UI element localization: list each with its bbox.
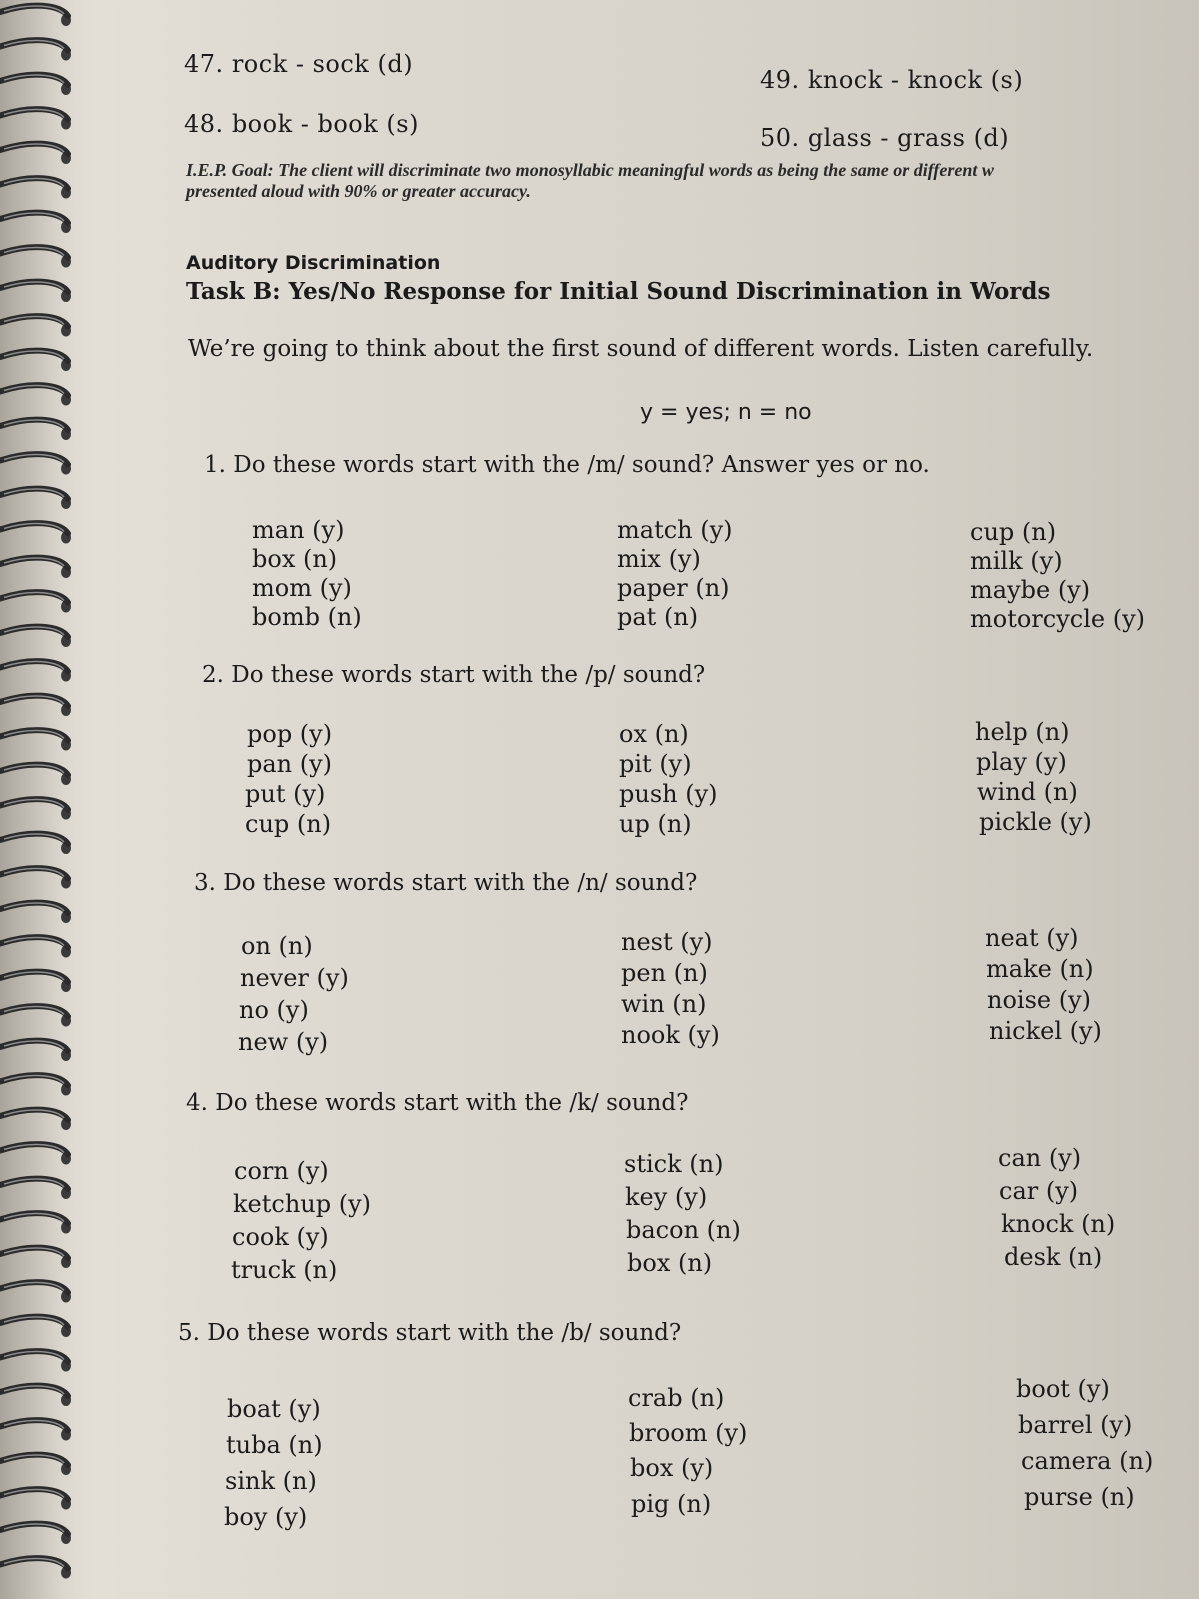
question-text: Do these words start with the /b/ sound? xyxy=(207,1320,682,1346)
word-item: boot (y) xyxy=(1016,1375,1110,1403)
word-item: nickel (y) xyxy=(989,1017,1102,1045)
word-item: boat (y) xyxy=(227,1395,321,1423)
word-item: pat (n) xyxy=(617,603,699,631)
pair-50 xyxy=(760,124,1009,152)
word-item: mix (y) xyxy=(617,545,701,573)
word-item: cook (y) xyxy=(232,1223,329,1251)
word-item: push (y) xyxy=(619,780,718,808)
word-item: pen (n) xyxy=(621,959,708,987)
word-item: make (n) xyxy=(986,955,1094,983)
word-item: on (n) xyxy=(241,932,313,960)
word-item: boy (y) xyxy=(224,1503,308,1531)
word-item: play (y) xyxy=(976,748,1067,776)
pair-number: 47. xyxy=(184,50,224,78)
word-item: maybe (y) xyxy=(970,576,1091,604)
word-item: wind (n) xyxy=(977,778,1078,806)
word-item: pan (y) xyxy=(247,750,333,778)
question-number: 3. xyxy=(194,870,216,896)
word-item: man (y) xyxy=(252,516,345,544)
word-item: ketchup (y) xyxy=(233,1190,372,1218)
word-item: barrel (y) xyxy=(1018,1411,1133,1439)
pair-47 xyxy=(184,50,413,78)
question-text: Do these words start with the /p/ sound? xyxy=(231,662,706,688)
pair-number: 50. xyxy=(760,124,800,152)
iep-goal-line-1: I.E.P. Goal: The client will discriminate two monosyllabic meaningful words as being the same or different w xyxy=(186,160,994,180)
word-item: knock (n) xyxy=(1001,1210,1116,1238)
question-3 xyxy=(194,870,697,896)
question-text: Do these words start with the /k/ sound? xyxy=(215,1090,689,1116)
answer-key: y = yes; n = no xyxy=(640,400,812,425)
word-item: bacon (n) xyxy=(626,1216,741,1244)
word-item: pop (y) xyxy=(247,720,333,748)
word-item: cup (n) xyxy=(970,518,1057,546)
question-text: Do these words start with the /m/ sound? Answer yes or no. xyxy=(233,452,930,478)
task-title: Task B: Yes/No Response for Initial Sound Discrimination in Words xyxy=(186,278,1051,305)
word-item: up (n) xyxy=(619,810,692,838)
word-item: noise (y) xyxy=(987,986,1092,1014)
word-item: pig (n) xyxy=(631,1490,712,1518)
word-item: tuba (n) xyxy=(226,1431,323,1459)
word-item: truck (n) xyxy=(231,1256,338,1284)
word-item: corn (y) xyxy=(234,1157,329,1185)
word-item: stick (n) xyxy=(624,1150,724,1178)
question-number: 1. xyxy=(204,452,226,478)
word-item: ox (n) xyxy=(619,720,689,748)
word-item: broom (y) xyxy=(629,1419,748,1447)
word-item: bomb (n) xyxy=(252,603,362,631)
question-1 xyxy=(204,452,930,478)
question-4 xyxy=(186,1090,688,1116)
word-item: match (y) xyxy=(617,516,733,544)
pair-number: 49. xyxy=(760,66,800,94)
word-item: motorcycle (y) xyxy=(970,605,1146,633)
pair-text: rock - sock (d) xyxy=(231,50,414,78)
word-item: sink (n) xyxy=(225,1467,317,1495)
word-item: win (n) xyxy=(621,990,707,1018)
word-item: put (y) xyxy=(245,780,326,808)
word-item: camera (n) xyxy=(1021,1447,1154,1475)
word-item: crab (n) xyxy=(628,1384,725,1412)
word-item: desk (n) xyxy=(1004,1243,1103,1271)
word-item: car (y) xyxy=(999,1177,1079,1205)
iep-goal xyxy=(186,160,1199,202)
word-item: neat (y) xyxy=(985,924,1079,952)
spiral-binding xyxy=(0,0,95,1599)
iep-goal-line-2: presented aloud with 90% or greater accuracy. xyxy=(186,181,531,201)
question-2 xyxy=(202,662,705,688)
word-item: can (y) xyxy=(998,1144,1082,1172)
word-item: new (y) xyxy=(238,1028,329,1056)
word-item: nook (y) xyxy=(621,1021,720,1049)
word-item: mom (y) xyxy=(252,574,352,602)
question-number: 2. xyxy=(202,662,224,688)
intro-text: We’re going to think about the first sound of different words. Listen carefully. xyxy=(188,336,1094,362)
word-item: never (y) xyxy=(240,964,349,992)
word-item: box (y) xyxy=(630,1454,714,1482)
pair-48 xyxy=(184,110,419,138)
pair-number: 48. xyxy=(184,110,224,138)
section-label: Auditory Discrimination xyxy=(186,252,441,274)
word-item: key (y) xyxy=(625,1183,708,1211)
word-item: box (n) xyxy=(627,1249,713,1277)
word-item: pickle (y) xyxy=(979,808,1092,836)
question-number: 5. xyxy=(178,1320,200,1346)
word-item: milk (y) xyxy=(970,547,1063,575)
word-item: purse (n) xyxy=(1024,1483,1135,1511)
word-item: cup (n) xyxy=(245,810,332,838)
word-item: paper (n) xyxy=(617,574,730,602)
question-text: Do these words start with the /n/ sound? xyxy=(223,870,698,896)
pair-text: glass - grass (d) xyxy=(807,124,1010,152)
pair-text: book - book (s) xyxy=(231,110,419,138)
pair-text: knock - knock (s) xyxy=(807,66,1024,94)
pair-49 xyxy=(760,66,1023,94)
question-number: 4. xyxy=(186,1090,208,1116)
word-item: pit (y) xyxy=(619,750,692,778)
word-item: box (n) xyxy=(252,545,338,573)
question-5 xyxy=(178,1320,681,1346)
word-item: no (y) xyxy=(239,996,309,1024)
word-item: help (n) xyxy=(975,718,1070,746)
word-item: nest (y) xyxy=(621,928,713,956)
